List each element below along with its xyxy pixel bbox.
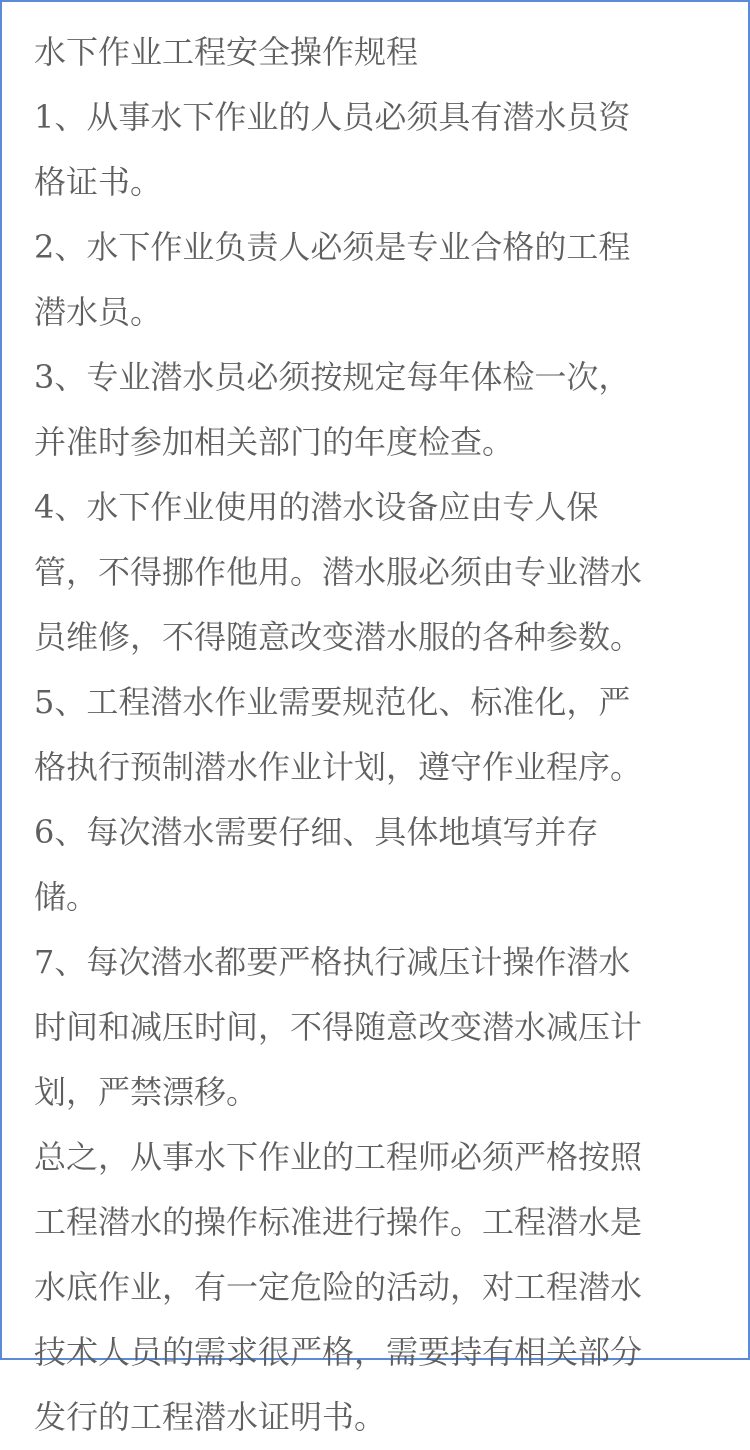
text-line: 划，严禁漂移。 xyxy=(34,1073,259,1111)
text-line: 管，不得挪作他用。潜水服必须由专业潜水 xyxy=(34,553,643,591)
text-line: 发行的工程潜水证明书。 xyxy=(34,1398,387,1436)
text-line: 2、水下作业负责人必须是专业合格的工程 xyxy=(34,228,631,266)
text-line: 6、每次潜水需要仔细、具体地填写并存 xyxy=(34,813,599,851)
text-line: 格证书。 xyxy=(34,163,163,201)
text-line: 潜水员。 xyxy=(34,293,163,331)
text-line: 水底作业，有一定危险的活动，对工程潜水 xyxy=(34,1268,643,1306)
text-line: 并准时参加相关部门的年度检查。 xyxy=(34,423,515,461)
text-line: 工程潜水的操作标准进行操作。工程潜水是 xyxy=(34,1203,643,1241)
document-title: 水下作业工程安全操作规程 xyxy=(34,33,419,71)
text-line: 员维修，不得随意改变潜水服的各种参数。 xyxy=(34,618,643,656)
document-body xyxy=(34,20,724,1450)
text-line: 1、从事水下作业的人员必须具有潜水员资 xyxy=(34,98,631,136)
text-line: 5、工程潜水作业需要规范化、标准化，严 xyxy=(34,683,631,721)
text-line: 3、专业潜水员必须按规定每年体检一次， xyxy=(34,358,631,396)
text-line: 总之，从事水下作业的工程师必须严格按照 xyxy=(34,1138,643,1176)
text-line: 7、每次潜水都要严格执行减压计操作潜水 xyxy=(34,943,631,981)
text-line: 时间和减压时间，不得随意改变潜水减压计 xyxy=(34,1008,643,1046)
text-line: 格执行预制潜水作业计划，遵守作业程序。 xyxy=(34,748,643,786)
text-line: 储。 xyxy=(34,878,99,916)
text-line: 4、水下作业使用的潜水设备应由专人保 xyxy=(34,488,599,526)
text-line: 技术人员的需求很严格，需要持有相关部分 xyxy=(34,1333,643,1371)
